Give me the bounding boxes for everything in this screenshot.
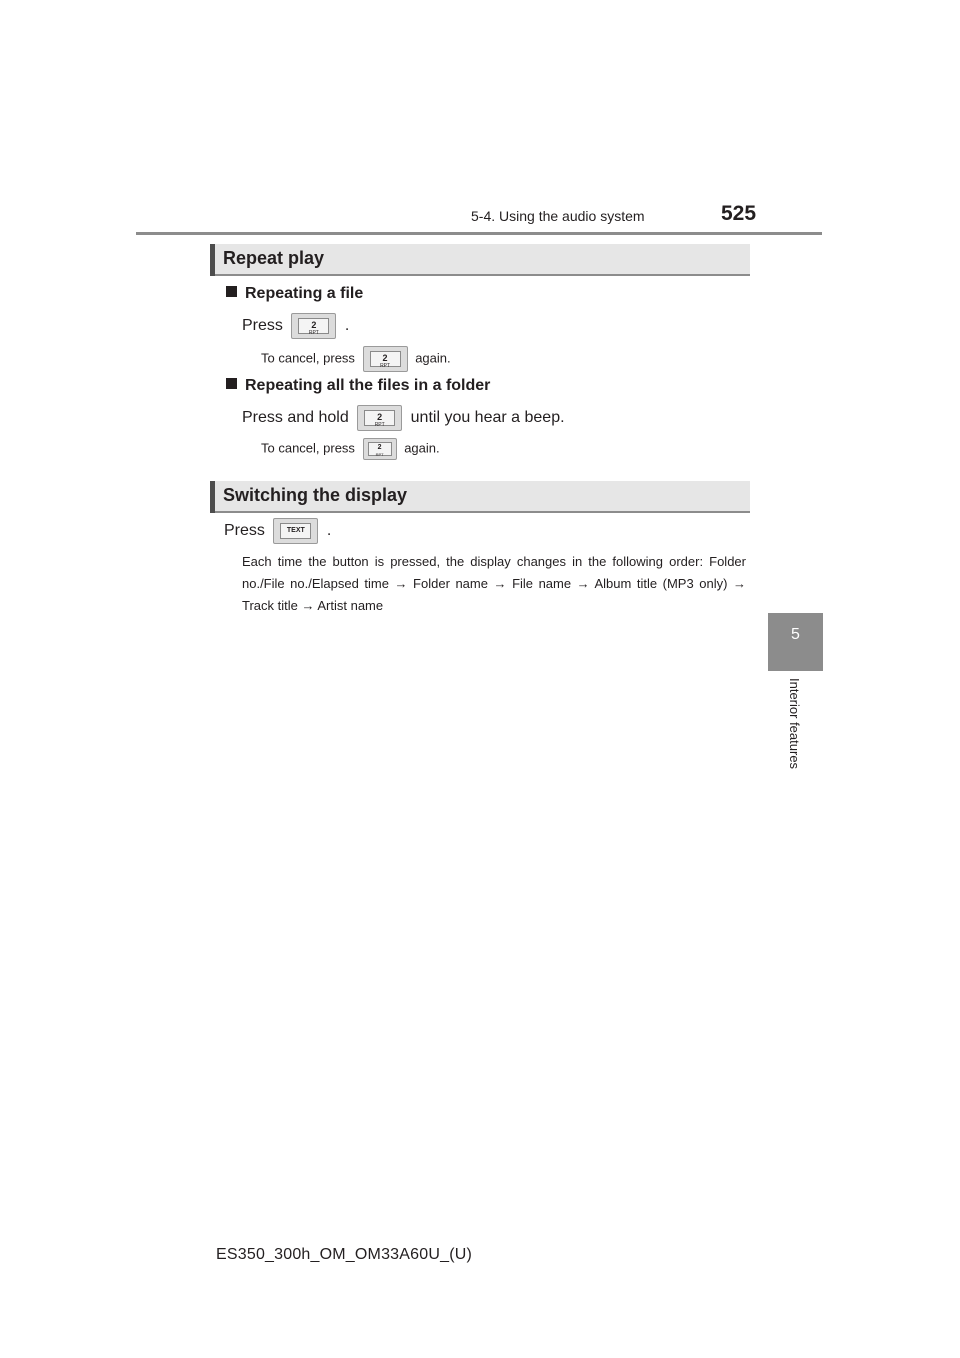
subheading-repeating-file: Repeating a file: [226, 285, 363, 303]
square-bullet-icon: [226, 286, 237, 297]
section-header-switching-display: [210, 481, 750, 513]
header-rule: [136, 232, 822, 235]
footer-document-code: ES350_300h_OM_OM33A60U_(U): [216, 1246, 473, 1263]
step-repeat-file: Press 2 RPT .: [242, 313, 349, 339]
page-number: 525: [721, 202, 757, 225]
section-header-repeat-play: [210, 244, 750, 276]
step-switch-display: Press TEXT .: [224, 518, 331, 544]
section-title: Repeat play: [223, 248, 325, 268]
chapter-number: 5: [791, 626, 800, 643]
chapter-label: Interior features: [787, 678, 802, 770]
rpt-button-icon: 2 RPT: [363, 346, 408, 372]
square-bullet-icon: [226, 378, 237, 389]
step-repeat-folder: Press and hold 2 RPT until you hear a beep.: [242, 405, 565, 431]
section-title: Switching the display: [223, 485, 408, 505]
rpt-button-icon: 2 RPT: [357, 405, 402, 431]
note-cancel-repeat-file: To cancel, press 2 RPT again.: [261, 346, 451, 372]
rpt-button-icon: 2 RPT: [363, 438, 397, 460]
note-cancel-repeat-folder: To cancel, press 2 RPT again.: [261, 438, 440, 460]
text-button-icon: TEXT: [273, 518, 318, 544]
running-header-section: 5-4. Using the audio system: [471, 208, 645, 224]
subheading-repeating-folder: Repeating all the files in a folder: [226, 377, 490, 395]
display-order-description: Each time the button is pressed, the display changes in the following order: Folder no./File no./Elapsed time → Folder name → File name → Album title (MP3 only) → Track title → Artist name: [242, 554, 746, 613]
rpt-button-icon: 2 RPT: [291, 313, 336, 339]
